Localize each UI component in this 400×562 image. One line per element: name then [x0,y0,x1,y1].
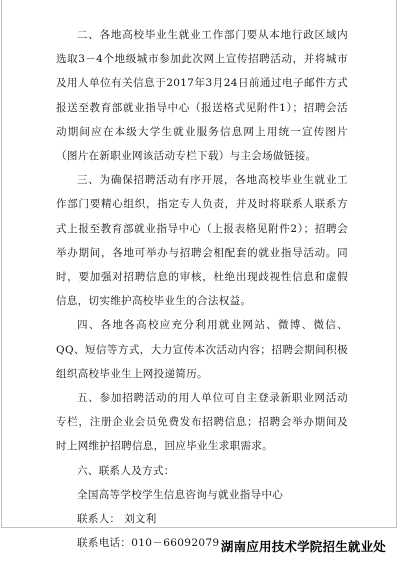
contact-heading: 六、联系人及方式： [77,464,175,477]
contact-organization: 全国高等学校学生信息咨询与就业指导中心 [77,488,284,501]
paragraph-item-5: 五、参加招聘活动的用人单位可自主登录新职业网活动专栏，注册企业会员免费发布招聘信息；招聘会举办期间及时上网维护招聘信息，回应毕业生求职需求。 [56,392,348,453]
paragraph-item-3: 三、为确保招聘活动有序开展，各地高校毕业生就业工作部门要精心组织，指定专人负责，并及时将联系人联系方式上报至教育部就业指导中心（上报表格见附件2）；招聘会举办期间，各地可举办与招聘会相配套的就业指导活动。同时，要加强对招聘信息的审核，杜绝出现歧视性信息和虚假信息，切实维护高校毕业生的合法权益。 [56,174,348,308]
contact-phone: 联系电话：010－66092079 [77,537,220,550]
contact-person: 联系人： 刘文利 [77,513,157,526]
paragraph-item-2: 二、各地高校毕业生就业工作部门要从本地行政区域内选取3－4个地级城市参加此次网上宣传招聘活动，并将城市及用人单位有关信息于2017年3月24日前通过电子邮件方式报送至教育部就业指导中心（报送格式见附件1）；招聘会活动期间应在本级大学生就业服务信息网上用统一宣传图片（图片在新职业网该活动专栏下载）与主会场做链接。 [56,29,348,163]
watermark-text: 湖南应用技术学院招生就业处 [220,539,386,554]
document-body [56,23,348,555]
paragraph-item-4: 四、各地各高校应充分利用就业网站、微博、微信、QQ、短信等方式，大力宣传本次活动内容；招聘会期间积极组织高校毕业生上网投递简历。 [56,319,348,380]
